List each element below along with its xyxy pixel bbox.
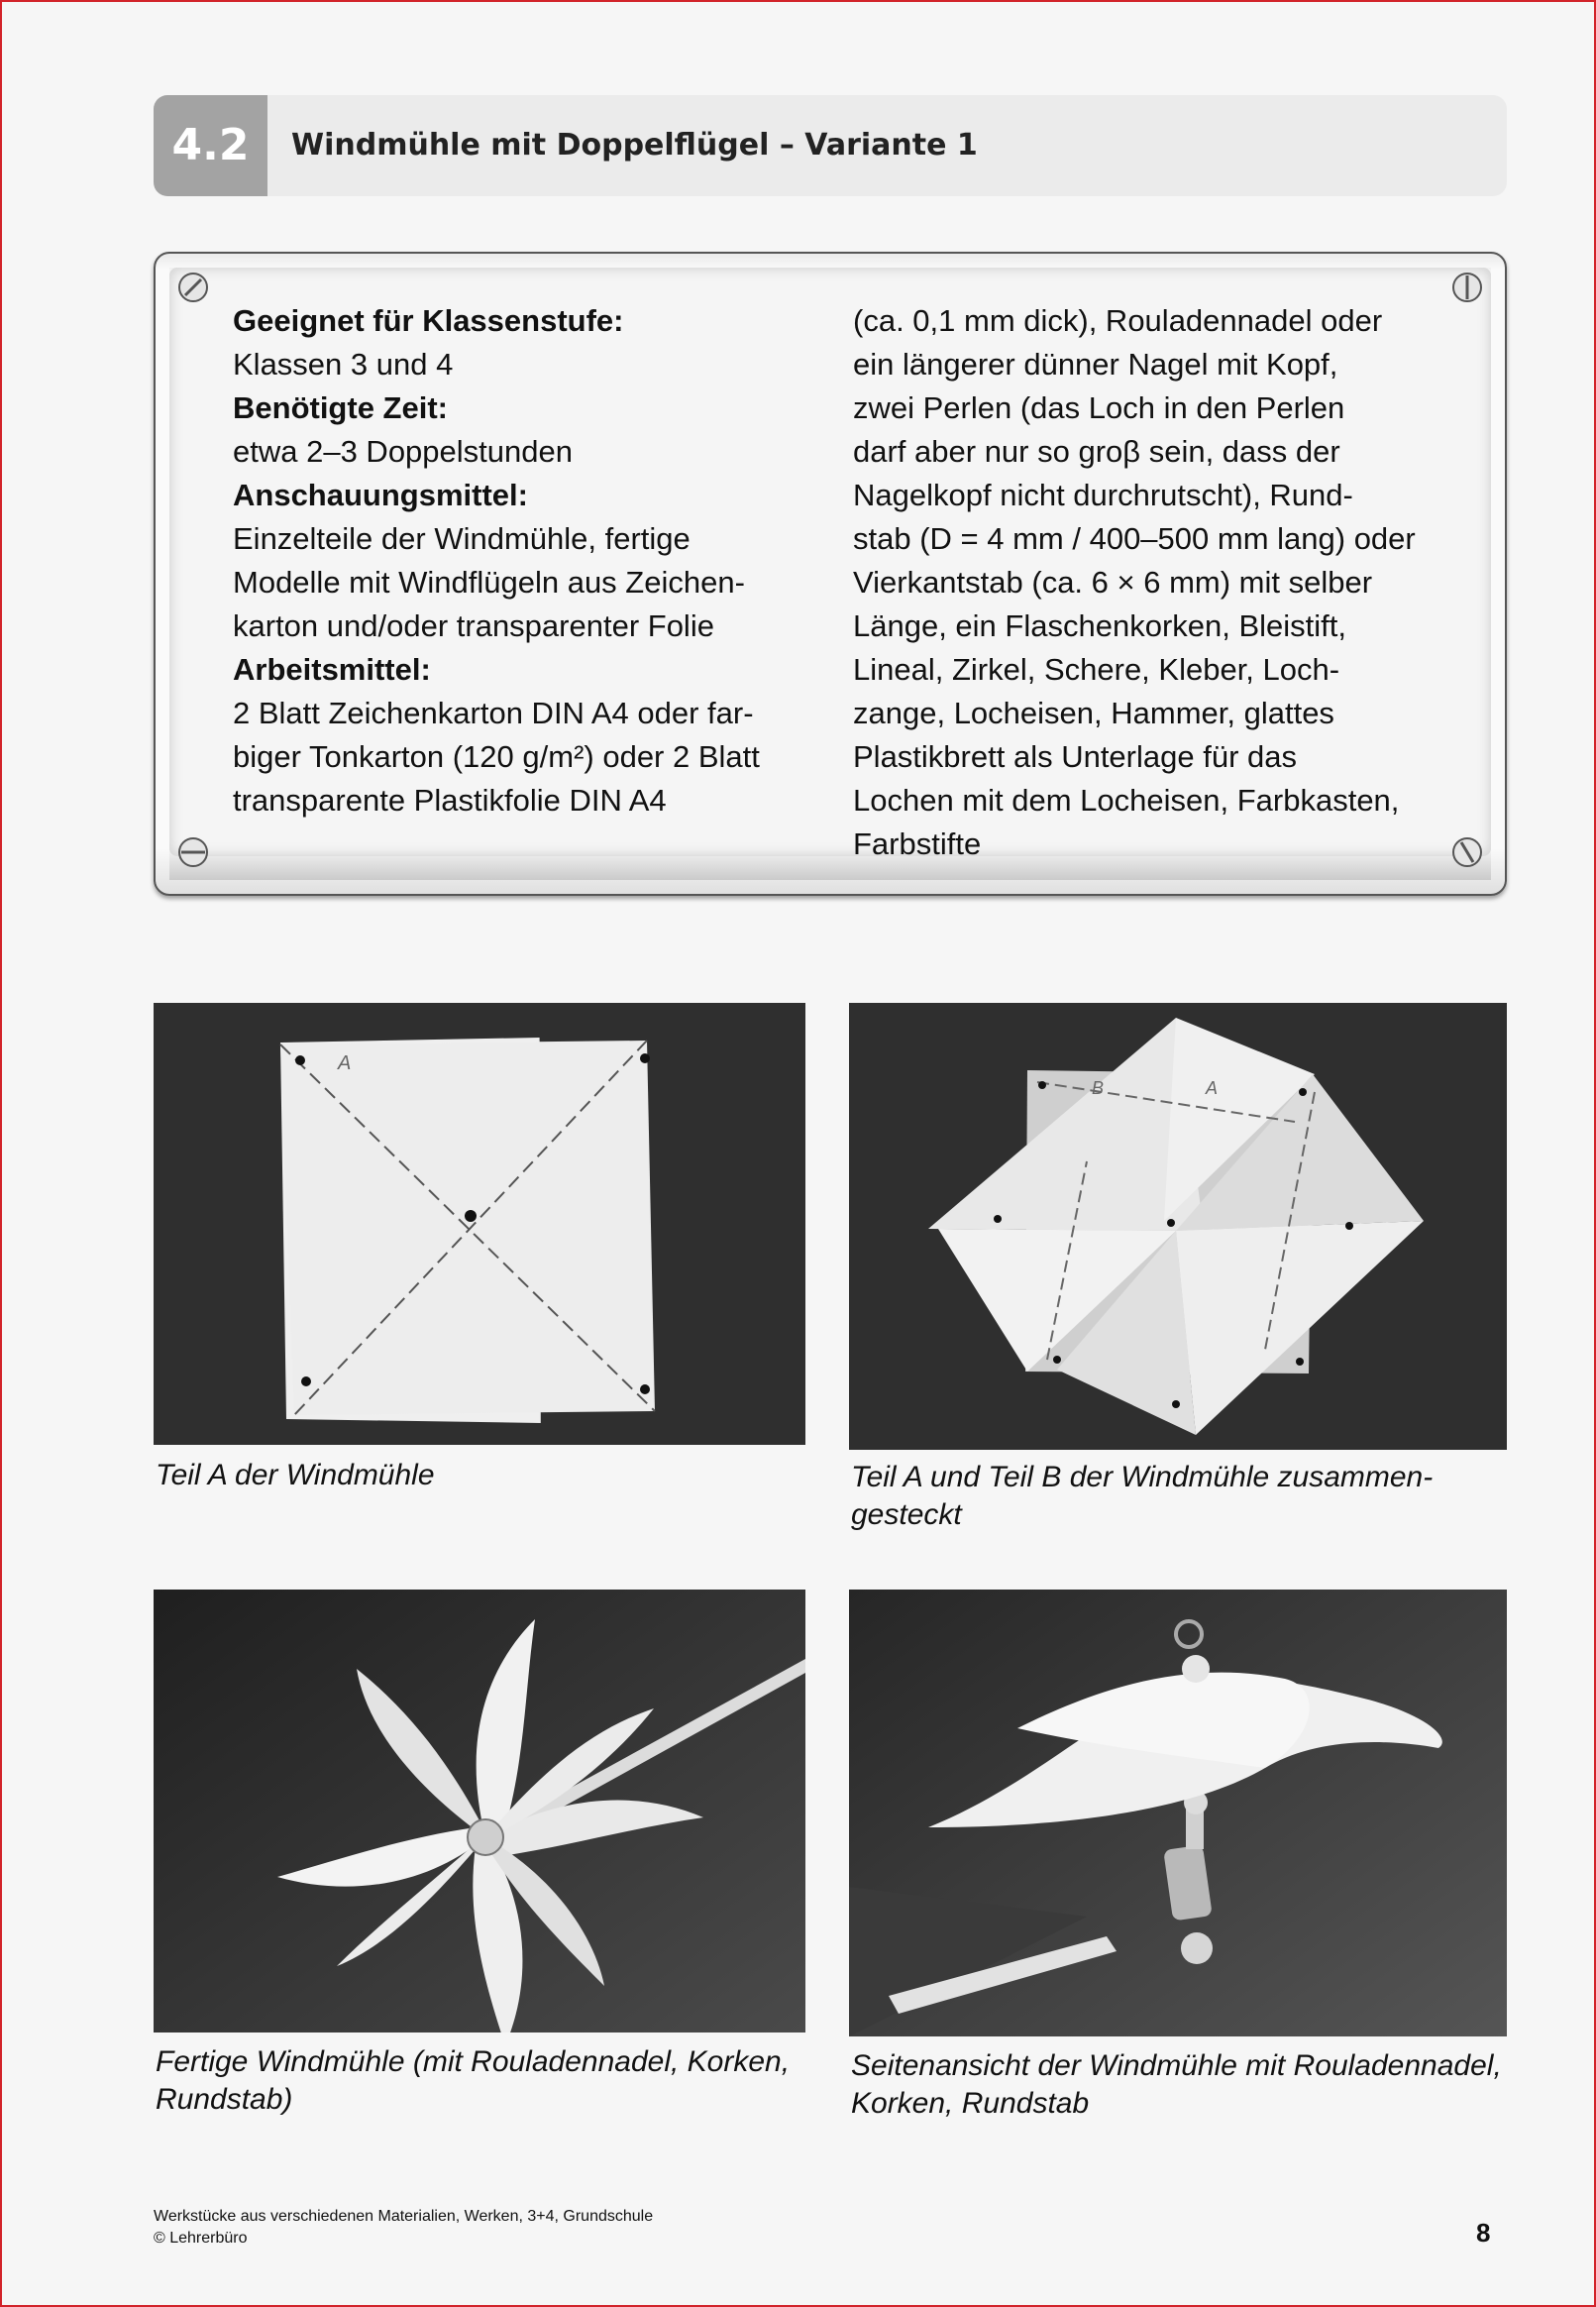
label-b: B: [1092, 1078, 1105, 1098]
screw-icon: [177, 272, 209, 303]
info-left-column: [233, 299, 807, 823]
caption-line: Teil A der Windmühle: [156, 1459, 435, 1491]
caption-line: Rundstab): [156, 2083, 293, 2116]
info-line: zange, Locheisen, Hammer, glattes: [853, 696, 1334, 730]
label-a: A: [1206, 1078, 1219, 1098]
caption-photo-1: [156, 1457, 435, 1494]
section-title: Windmühle mit Doppelflügel – Variante 1: [291, 128, 978, 163]
label-a: A: [338, 1052, 352, 1074]
footer-copyright: © Lehrerbüro: [154, 2230, 248, 2247]
info-line: Lochen mit dem Locheisen, Farbkasten,: [853, 783, 1400, 818]
info-group-grade: [233, 299, 807, 386]
info-line: Einzelteile der Windmühle, fertige: [233, 521, 691, 556]
page-number: 8: [1476, 2218, 1491, 2248]
info-line: karton und/oder transparenter Folie: [233, 608, 714, 643]
info-line: transparente Plastikfolie DIN A4: [233, 783, 667, 818]
photo-parts-ab: [849, 1003, 1507, 1450]
info-heading: Arbeitsmittel:: [233, 652, 431, 687]
info-box: [154, 252, 1507, 896]
section-header: [154, 95, 1507, 196]
info-line: ein längerer dünner Nagel mit Kopf,: [853, 347, 1338, 382]
footer-line: Werkstücke aus verschiedenen Materialien, Werken, 3+4, Grundschule: [154, 2208, 654, 2225]
info-heading: Geeignet für Klassenstufe:: [233, 303, 624, 338]
info-line: Nagelkopf nicht durchrutscht), Rund-: [853, 478, 1353, 512]
info-line: darf aber nur so groβ sein, dass der: [853, 434, 1340, 469]
info-line: Farbstifte: [853, 826, 982, 861]
caption-photo-3: [156, 2043, 790, 2119]
info-group-visual-aids: [233, 474, 807, 648]
info-line: 2 Blatt Zeichenkarton DIN A4 oder far-: [233, 696, 754, 730]
info-heading: Benötigte Zeit:: [233, 390, 448, 425]
section-number: 4.2: [154, 95, 267, 196]
footer-source: [154, 2206, 653, 2250]
info-line: Modelle mit Windflügeln aus Zeichen-: [233, 565, 745, 600]
info-line: zwei Perlen (das Loch in den Perlen: [853, 390, 1345, 425]
info-heading: Anschauungsmittel:: [233, 478, 528, 512]
info-line: (ca. 0,1 mm dick), Rouladennadel oder: [853, 303, 1383, 338]
info-line: Klassen 3 und 4: [233, 347, 454, 382]
info-line: Lineal, Zirkel, Schere, Kleber, Loch-: [853, 652, 1340, 687]
info-line: etwa 2–3 Doppelstunden: [233, 434, 573, 469]
info-line: Länge, ein Flaschenkorken, Bleistift,: [853, 608, 1346, 643]
info-group-materials: [233, 648, 807, 823]
photo-side-view: [849, 1590, 1507, 2036]
caption-line: Teil A und Teil B der Windmühle zusammen-: [851, 1461, 1434, 1493]
info-right-column: [853, 299, 1487, 866]
caption-line: gesteckt: [851, 1498, 962, 1531]
photo-part-a: [154, 1003, 805, 1445]
info-line: stab (D = 4 mm / 400–500 mm lang) oder: [853, 521, 1416, 556]
info-line: Vierkantstab (ca. 6 × 6 mm) mit selber: [853, 565, 1373, 600]
caption-photo-4: [851, 2047, 1502, 2123]
caption-photo-2: [851, 1459, 1433, 1534]
info-line: Plastikbrett als Unterlage für das: [853, 739, 1297, 774]
info-line: biger Tonkarton (120 g/m²) oder 2 Blatt: [233, 739, 760, 774]
photo-finished-windmill: [154, 1590, 805, 2032]
screw-icon: [177, 836, 209, 868]
caption-line: Seitenansicht der Windmühle mit Rouladennadel,: [851, 2049, 1502, 2082]
info-group-time: [233, 386, 807, 474]
caption-line: Korken, Rundstab: [851, 2087, 1090, 2120]
caption-line: Fertige Windmühle (mit Rouladennadel, Korken,: [156, 2045, 791, 2078]
